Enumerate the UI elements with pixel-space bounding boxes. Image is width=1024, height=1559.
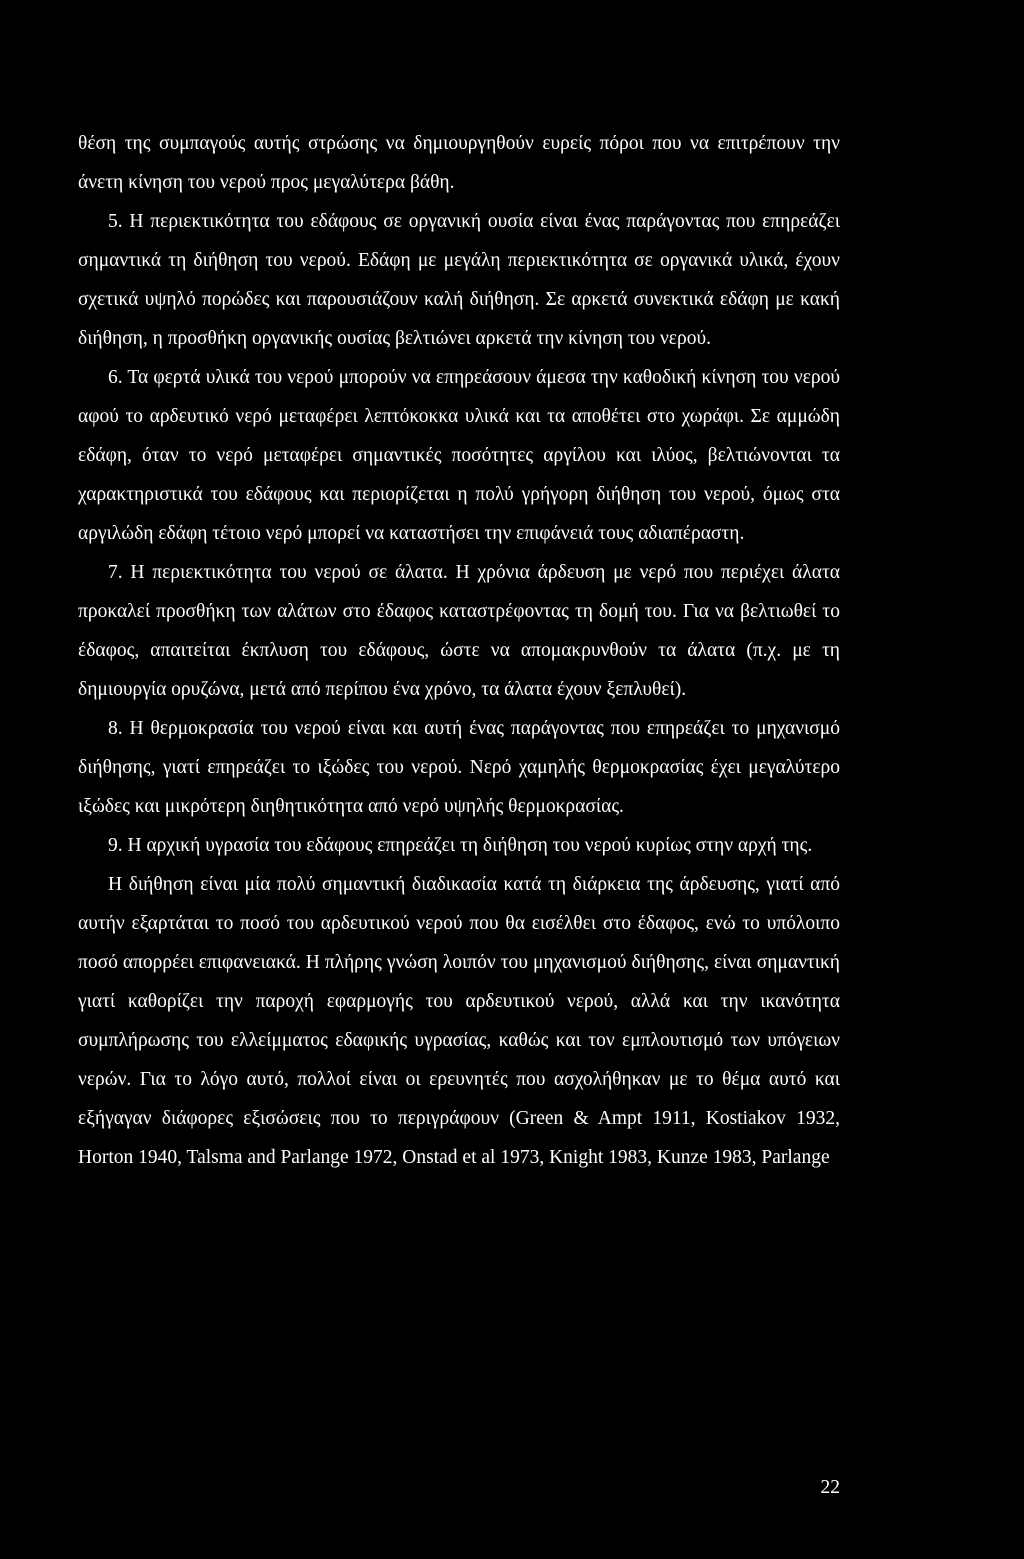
paragraph-continuation: θέση της συμπαγούς αυτής στρώσης να δημιουργηθούν ευρείς πόροι που να επιτρέπουν την άνετη κίνηση του νερού προς μεγαλύτερα βάθη.: [78, 133, 840, 193]
paragraph-infiltration: Η διήθηση είναι μία πολύ σημαντική διαδικασία κατά τη διάρκεια της άρδευσης, γιατί από αυτήν εξαρτάται το ποσό του αρδευτικού νερού που θα εισέλθει στο έδαφος, ενώ το υπόλοιπο ποσό απορρέει επιφανειακά. Η πλήρης γνώση λοιπόν του μηχανισμού διήθησης, είναι σημαντική γιατί καθορίζει την παροχή εφαρμογής του αρδευτικού νερού, αλλά και την ικανότητα συμπλήρωσης του ελλείμματος εδαφικής υγρασίας, καθώς και τον εμπλουτισμό των υπόγειων νερών. Για το λόγο αυτό, πολλοί είναι οι ερευνητές που ασχολήθηκαν με το θέμα αυτό και εξήγαγαν διάφορες εξισώσεις που το περιγράφουν (Green & Ampt 1911, Kostiakov 1932, Horton 1940, Talsma and Parlange 1972, Onstad et al 1973, Knight 1983, Kunze 1983, Parlange: [78, 874, 840, 1168]
list-item-5: 5. Η περιεκτικότητα του εδάφους σε οργανική ουσία είναι ένας παράγοντας που επηρεάζει σημαντικά τη διήθηση του νερού. Εδάφη με μεγάλη περιεκτικότητα σε οργανικά υλικά, έχουν σχετικά υψηλό πορώδες και παρουσιάζουν καλή διήθηση. Σε αρκετά συνεκτικά εδάφη με κακή διήθηση, η προσθήκη οργανικής ουσίας βελτιώνει αρκετά την κίνηση του νερού.: [78, 211, 840, 349]
body-text: [78, 124, 840, 1177]
list-item-9: 9. Η αρχική υγρασία του εδάφους επηρεάζει τη διήθηση του νερού κυρίως στην αρχή της.: [108, 835, 813, 856]
list-item-8: 8. Η θερμοκρασία του νερού είναι και αυτή ένας παράγοντας που επηρεάζει το μηχανισμό διήθησης, γιατί επηρεάζει το ιξώδες του νερού. Νερό χαμηλής θερμοκρασίας έχει μεγαλύτερο ιξώδες και μικρότερη διηθητικότητα από νερό υψηλής θερμοκρασίας.: [78, 718, 840, 817]
list-item-6: 6. Τα φερτά υλικά του νερού μπορούν να επηρεάσουν άμεσα την καθοδική κίνηση του νερού αφού το αρδευτικό νερό μεταφέρει λεπτόκοκκα υλικά και τα αποθέτει στο χωράφι. Σε αμμώδη εδάφη, όταν το νερό μεταφέρει σημαντικές ποσότητες αργίλου και ιλύος, βελτιώνονται τα χαρακτηριστικά του εδάφους και περιορίζεται η πολύ γρήγορη διήθηση του νερού, όμως στα αργιλώδη εδάφη τέτοιο νερό μπορεί να καταστήσει την επιφάνειά τους αδιαπέραστη.: [78, 367, 840, 544]
list-item-7: 7. Η περιεκτικότητα του νερού σε άλατα. Η χρόνια άρδευση με νερό που περιέχει άλατα προκαλεί προσθήκη των αλάτων στο έδαφος καταστρέφοντας τη δομή του. Για να βελτιωθεί το έδαφος, απαιτείται έκπλυση του εδάφους, ώστε να απομακρυνθούν τα άλατα (π.χ. με τη δημιουργία ορυζώνα, μετά από περίπου ένα χρόνο, τα άλατα έχουν ξεπλυθεί).: [78, 562, 840, 700]
page-number: 22: [820, 1477, 840, 1498]
